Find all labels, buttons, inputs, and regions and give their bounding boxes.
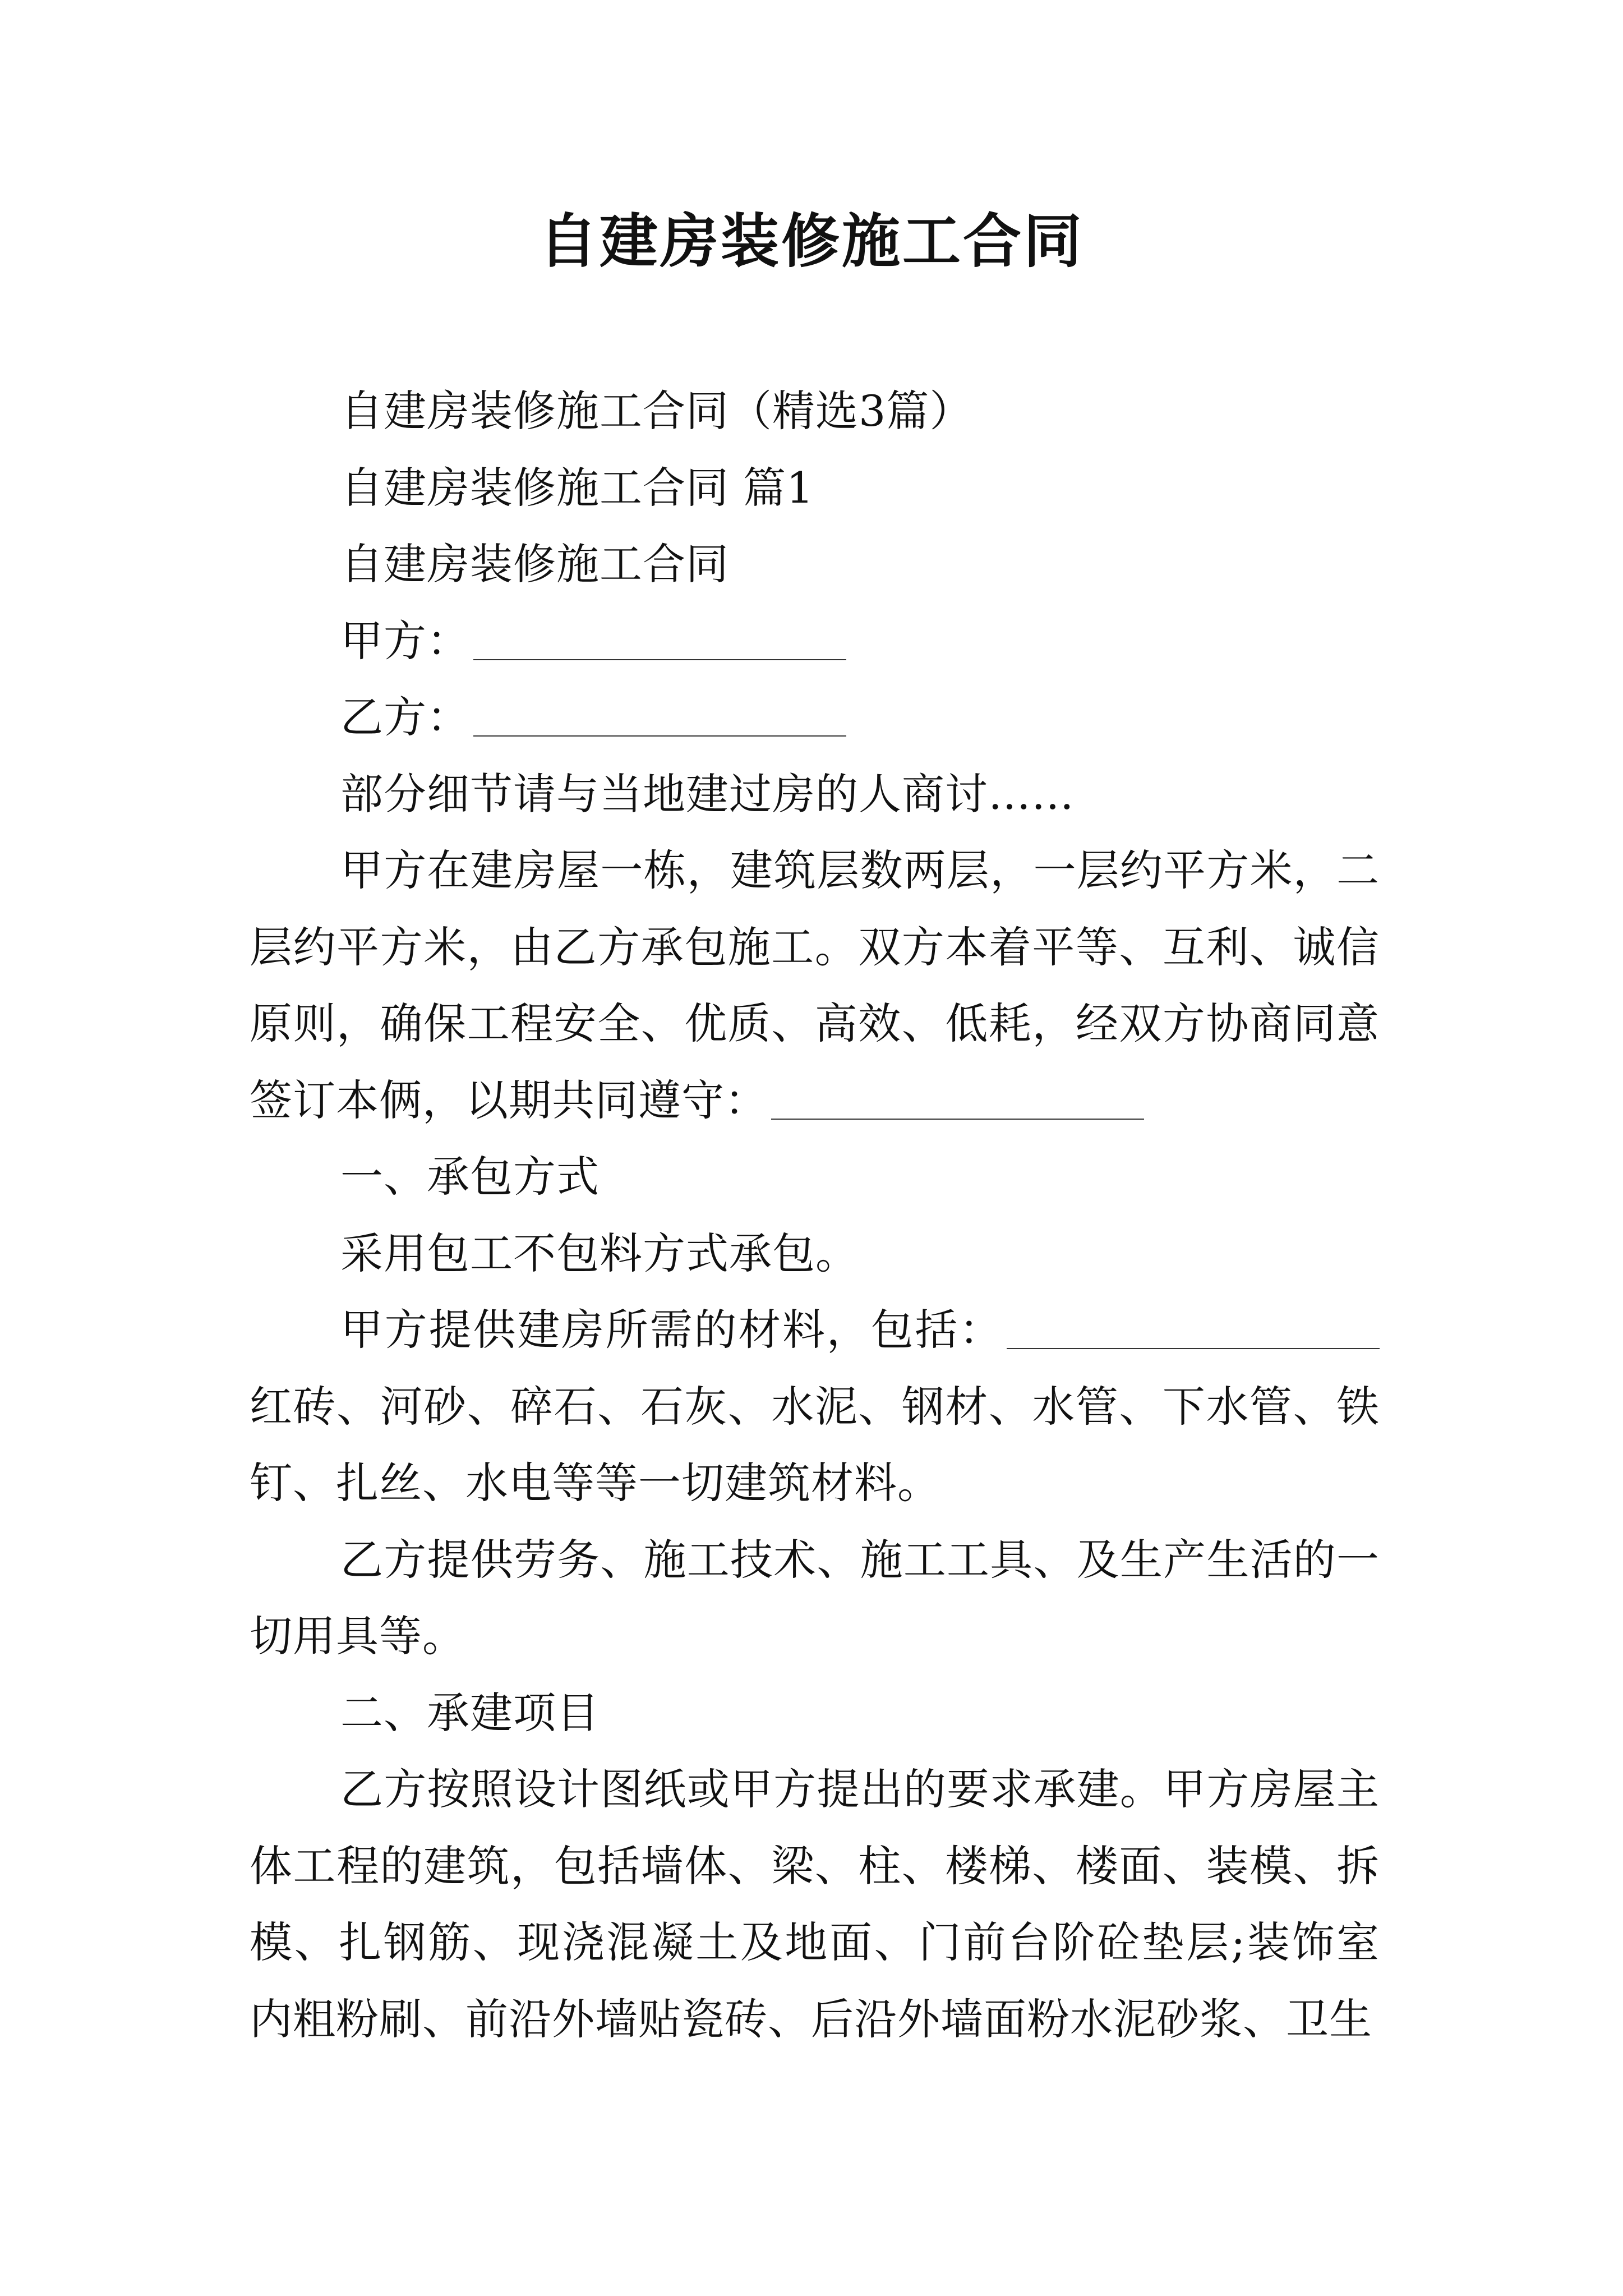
section1-paragraph-1: 采用包工不包料方式承包。: [340, 1228, 859, 1278]
party-a-line: [250, 603, 1380, 680]
section2-heading: 二、承建项目: [340, 1687, 600, 1738]
materials-blank: [1007, 1314, 1380, 1349]
section2-paragraph-1: 乙方按照设计图纸或甲方提出的要求承建。甲方房屋主体工程的建筑，包括墙体、梁、柱、楼梯、楼面、装模、拆模、扎钢筋、现浇混凝土及地面、门前台阶砼垫层;装饰室内粗粉刷、前沿外墙贴瓷砖、后沿外墙面粉水泥砂浆、卫生: [250, 1764, 1380, 2044]
section1-paragraph-2: [250, 1292, 1380, 1522]
materials-lead: 甲方提供建房所需的材料，包括：: [340, 1305, 1003, 1355]
document-body: [250, 373, 1380, 2058]
section1-paragraph-3: 乙方提供劳务、施工技术、施工工具、及生产生活的一切用具等。: [250, 1534, 1380, 1661]
section1-heading: 一、承包方式: [340, 1152, 600, 1202]
chapter-line: 自建房装修施工合同 篇1: [340, 462, 814, 513]
party-b-blank: [473, 702, 846, 737]
intro-blank: [771, 1085, 1144, 1120]
party-a-blank: [473, 625, 846, 660]
intro-paragraph: [250, 832, 1380, 1139]
materials-list: 红砖、河砂、碎石、石灰、水泥、钢材、水管、下水管、铁钉、扎丝、水电等等一切建筑材料。: [250, 1381, 1380, 1508]
subtitle-line: 自建房装修施工合同（精选3篇）: [340, 386, 973, 436]
document-title: 自建房装修施工合同: [538, 206, 1084, 275]
party-b-label: 乙方：: [340, 692, 470, 742]
party-b-line: [250, 679, 1380, 756]
party-a-label: 甲方：: [340, 615, 470, 666]
note-line: 部分细节请与当地建过房的人商讨……: [340, 769, 1075, 819]
contract-name-line: 自建房装修施工合同: [340, 539, 729, 589]
intro-text: 甲方在建房屋一栋，建筑层数两层，一层约平方米，二层约平方米，由乙方承包施工。双方本着平等、互利、诚信原则，确保工程安全、优质、高效、低耗，经双方协商同意签订本俩，以期共同遵守：: [250, 845, 1380, 1125]
